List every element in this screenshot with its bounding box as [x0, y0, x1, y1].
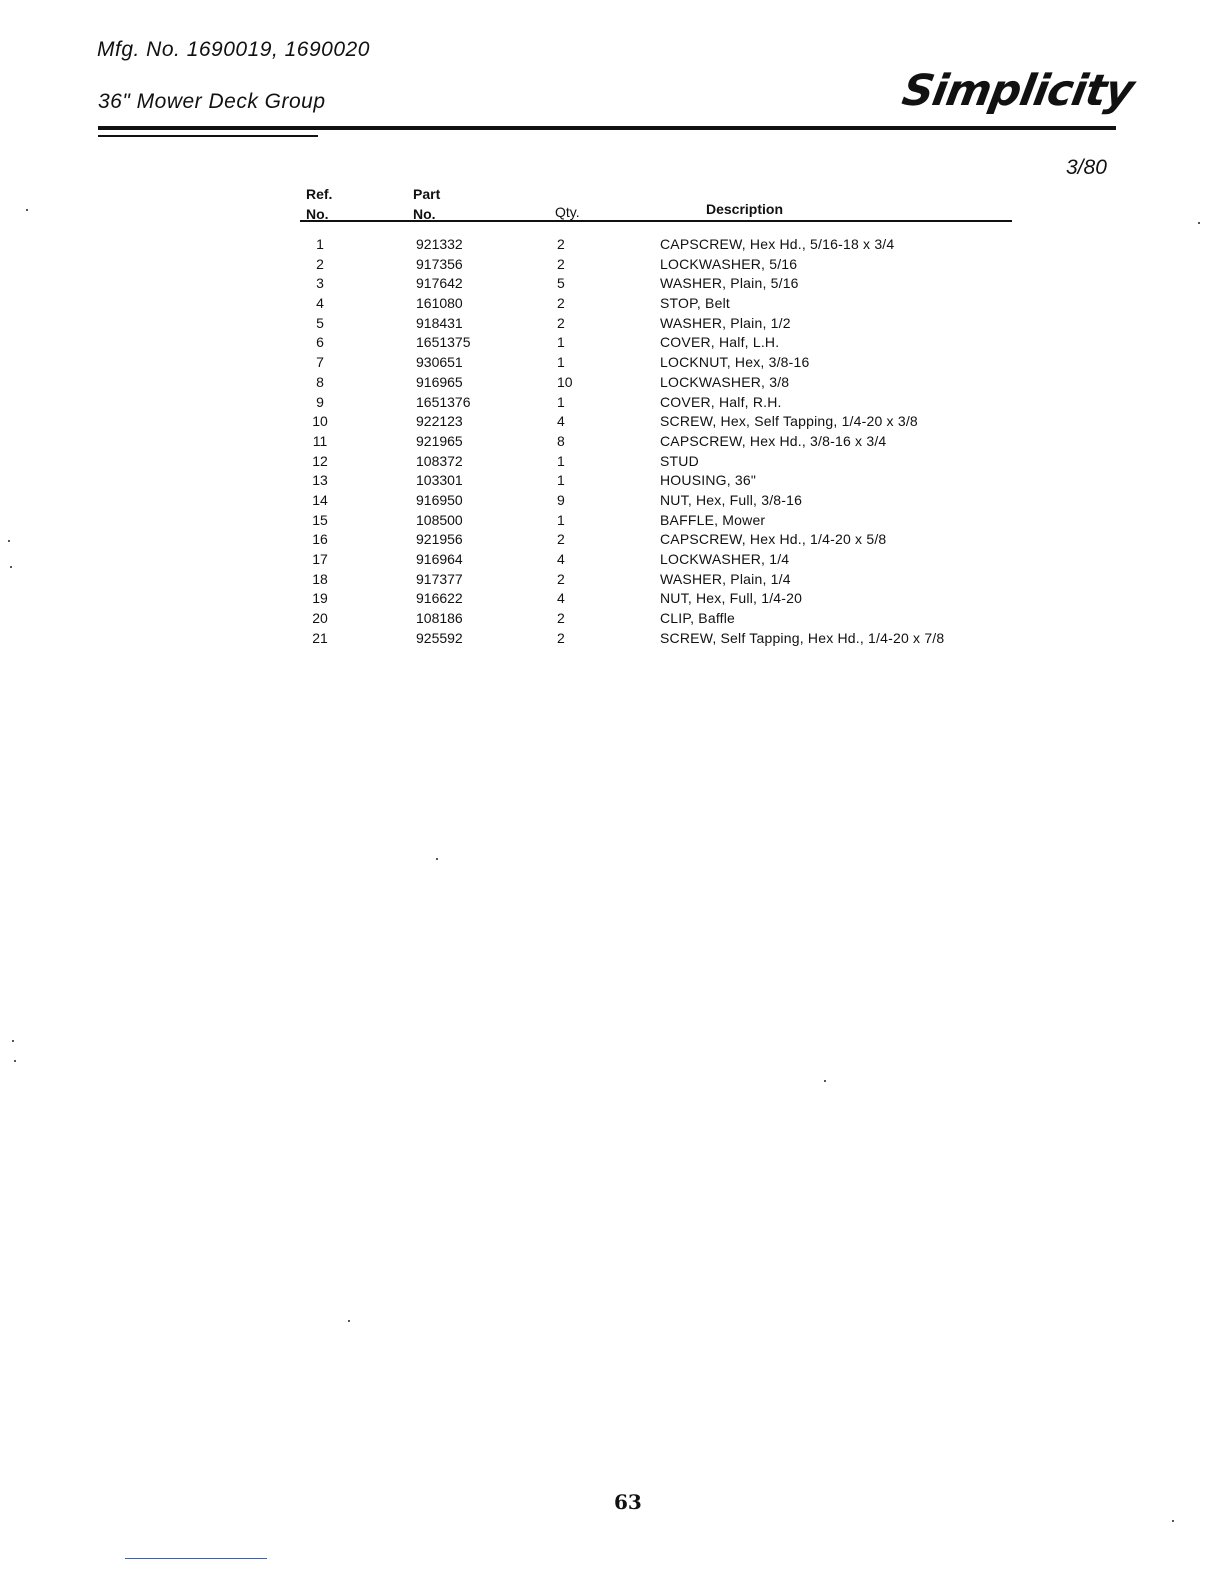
- quantity: 2: [557, 629, 565, 646]
- part-number: 921965: [416, 432, 463, 449]
- ref-number: 15: [312, 511, 328, 528]
- quantity: 2: [557, 531, 565, 548]
- ref-number: 10: [312, 413, 328, 430]
- quantity: 1: [557, 472, 565, 489]
- description: NUT, Hex, Full, 1/4-20: [660, 590, 803, 607]
- part-number: 922123: [416, 413, 463, 430]
- scan-speck: [8, 540, 10, 542]
- footer-rule: [125, 1558, 267, 1559]
- ref-number: 19: [312, 590, 328, 607]
- part-number: 108500: [416, 511, 463, 528]
- description: LOCKWASHER, 3/8: [660, 373, 790, 390]
- header-subrule: [98, 135, 318, 137]
- ref-number: 12: [312, 452, 328, 469]
- description: COVER, Half, R.H.: [660, 393, 782, 410]
- ref-number: 16: [312, 531, 328, 548]
- ref-number: 17: [312, 551, 328, 567]
- ref-number: 11: [312, 432, 328, 449]
- group-title: 36" Mower Deck Group: [98, 90, 326, 113]
- ref-number: 13: [312, 472, 328, 489]
- ref-number: 14: [312, 491, 328, 508]
- col-part-label-2: No.: [413, 206, 436, 222]
- mfg-numbers: Mfg. No. 1690019, 1690020: [97, 38, 370, 61]
- ref-number: 21: [312, 629, 328, 646]
- table-header-rule: [300, 220, 1012, 222]
- ref-number: 18: [312, 570, 328, 587]
- quantity: 2: [557, 236, 565, 252]
- table-row: [300, 529, 1020, 549]
- quantity: 9: [557, 491, 565, 508]
- quantity: 10: [557, 373, 573, 390]
- ref-number: 1: [316, 236, 324, 252]
- quantity: 2: [557, 314, 565, 331]
- table-row: [300, 490, 1020, 510]
- scan-speck: [348, 1320, 350, 1322]
- part-number: 916965: [416, 373, 463, 390]
- part-number: 921332: [416, 236, 463, 252]
- table-row: [300, 451, 1020, 471]
- ref-number: 7: [316, 354, 324, 371]
- description: CAPSCREW, Hex Hd., 5/16-18 x 3/4: [660, 236, 895, 252]
- table-row: [300, 234, 1020, 254]
- part-number: 103301: [416, 472, 463, 489]
- quantity: 4: [557, 590, 565, 607]
- col-part-label-1: Part: [413, 186, 441, 202]
- table-row: [300, 372, 1020, 392]
- quantity: 4: [557, 551, 565, 567]
- col-part-header: [413, 184, 440, 224]
- parts-table: [300, 234, 1020, 647]
- table-row: [300, 332, 1020, 352]
- table-row: [300, 569, 1020, 589]
- part-number: 917356: [416, 255, 463, 272]
- ref-number: 3: [316, 275, 324, 292]
- part-number: 916950: [416, 491, 463, 508]
- description: BAFFLE, Mower: [660, 511, 766, 528]
- quantity: 1: [557, 334, 565, 351]
- scan-speck: [26, 209, 28, 211]
- part-number: 108372: [416, 452, 463, 469]
- table-row: [300, 313, 1020, 333]
- scan-speck: [10, 566, 12, 568]
- table-row: [300, 273, 1020, 293]
- ref-number: 6: [316, 334, 324, 351]
- col-ref-label-2: No.: [306, 206, 329, 222]
- quantity: 5: [557, 275, 565, 292]
- quantity: 2: [557, 255, 565, 272]
- col-ref-header: [306, 184, 332, 224]
- table-row: [300, 470, 1020, 490]
- description: NUT, Hex, Full, 3/8-16: [660, 491, 803, 508]
- quantity: 1: [557, 393, 565, 410]
- page-number: 63: [614, 1490, 642, 1514]
- header-rule: [98, 126, 1116, 130]
- table-row: [300, 431, 1020, 451]
- description: COVER, Half, L.H.: [660, 334, 780, 351]
- part-number: 917642: [416, 275, 463, 292]
- ref-number: 5: [316, 314, 324, 331]
- col-qty-header: Qty.: [555, 204, 580, 220]
- ref-number: 20: [312, 610, 328, 627]
- scan-speck: [1198, 222, 1200, 224]
- ref-number: 2: [316, 255, 324, 272]
- description: WASHER, Plain, 1/2: [660, 314, 791, 331]
- ref-number: 8: [316, 373, 324, 390]
- scan-speck: [436, 858, 438, 860]
- description: CAPSCREW, Hex Hd., 1/4-20 x 5/8: [660, 531, 887, 548]
- quantity: 1: [557, 511, 565, 528]
- part-number: 925592: [416, 629, 463, 646]
- ref-number: 4: [316, 295, 324, 312]
- quantity: 2: [557, 610, 565, 627]
- description: WASHER, Plain, 5/16: [660, 275, 799, 292]
- table-row: [300, 510, 1020, 530]
- part-number: 108186: [416, 610, 463, 627]
- part-number: 917377: [416, 570, 463, 587]
- table-row: [300, 392, 1020, 412]
- description: LOCKWASHER, 1/4: [660, 551, 790, 567]
- description: STUD: [660, 452, 699, 469]
- description: CAPSCREW, Hex Hd., 3/8-16 x 3/4: [660, 432, 887, 449]
- scan-speck: [12, 1040, 14, 1042]
- description: LOCKNUT, Hex, 3/8-16: [660, 354, 810, 371]
- quantity: 2: [557, 295, 565, 312]
- table-row: [300, 588, 1020, 608]
- quantity: 4: [557, 413, 565, 430]
- part-number: 921956: [416, 531, 463, 548]
- part-number: 916964: [416, 551, 463, 567]
- description: LOCKWASHER, 5/16: [660, 255, 798, 272]
- part-number: 161080: [416, 295, 463, 312]
- description: CLIP, Baffle: [660, 610, 736, 627]
- brand-logo: Simplicity: [898, 66, 1138, 116]
- description: WASHER, Plain, 1/4: [660, 570, 791, 587]
- table-row: [300, 608, 1020, 628]
- table-row: [300, 254, 1020, 274]
- description: STOP, Belt: [660, 295, 730, 312]
- description: SCREW, Self Tapping, Hex Hd., 1/4-20 x 7/8: [660, 629, 945, 646]
- scan-speck: [824, 1080, 826, 1082]
- scan-speck: [1172, 1520, 1174, 1522]
- table-row: [300, 628, 1020, 648]
- description: SCREW, Hex, Self Tapping, 1/4-20 x 3/8: [660, 413, 918, 430]
- quantity: 8: [557, 432, 565, 449]
- part-number: 918431: [416, 314, 463, 331]
- col-desc-header: Description: [706, 201, 784, 217]
- table-row: [300, 411, 1020, 431]
- description: HOUSING, 36": [660, 472, 757, 489]
- part-number: 1651375: [416, 334, 471, 351]
- col-ref-label-1: Ref.: [306, 186, 333, 202]
- table-row: [300, 549, 1020, 569]
- revision-date: 3/80: [1066, 156, 1107, 179]
- part-number: 930651: [416, 354, 463, 371]
- part-number: 1651376: [416, 393, 471, 410]
- table-row: [300, 352, 1020, 372]
- part-number: 916622: [416, 590, 463, 607]
- scan-speck: [14, 1060, 16, 1062]
- quantity: 1: [557, 354, 565, 371]
- quantity: 1: [557, 452, 565, 469]
- ref-number: 9: [316, 393, 324, 410]
- quantity: 2: [557, 570, 565, 587]
- table-row: [300, 293, 1020, 313]
